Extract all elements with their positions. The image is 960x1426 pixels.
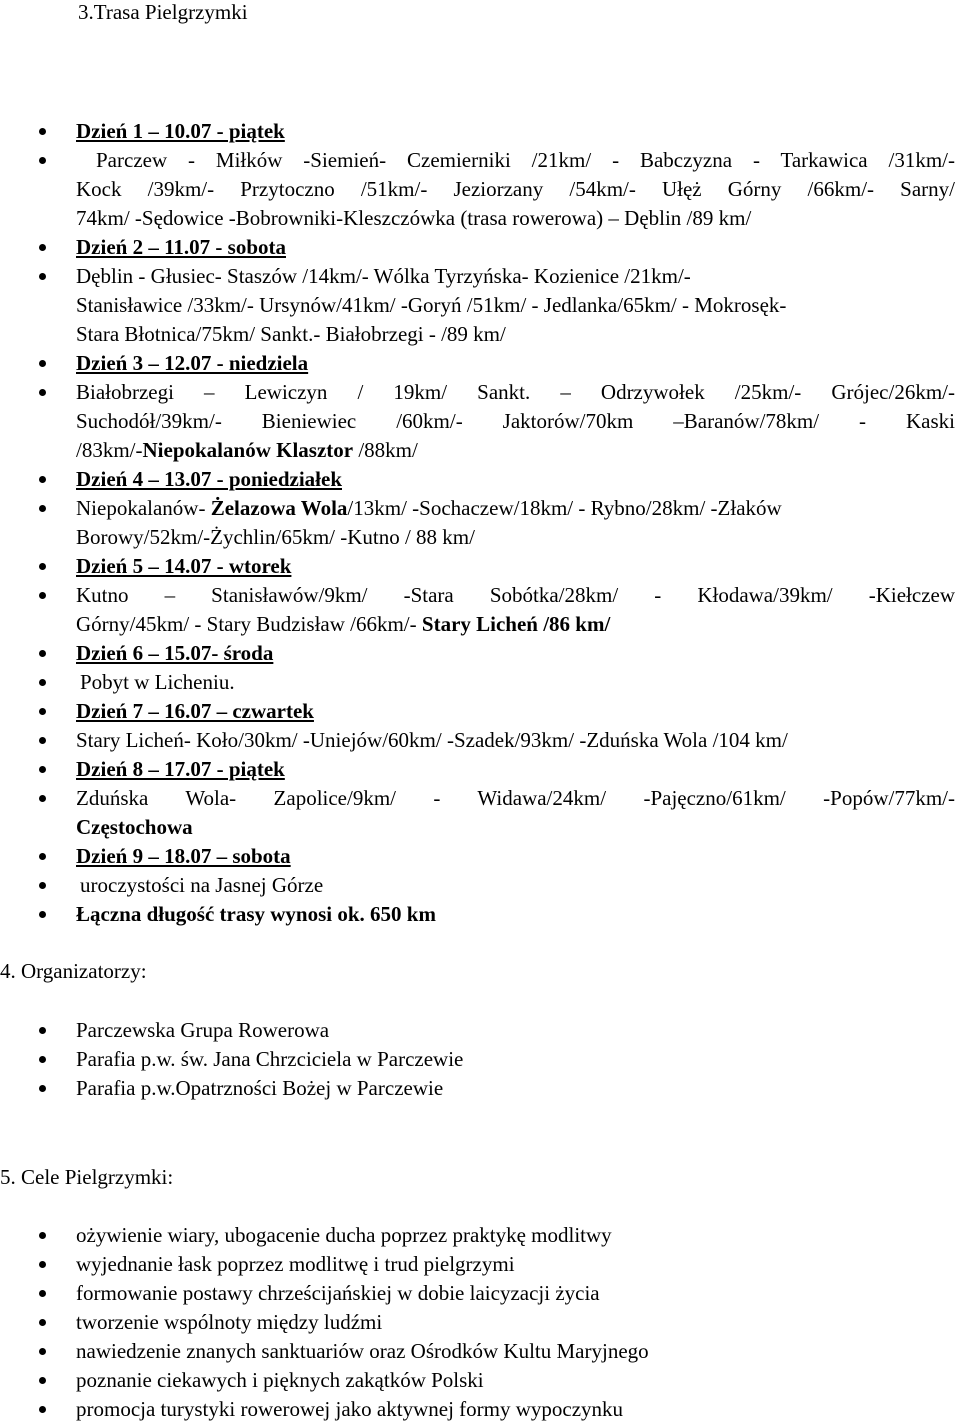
route-line: Kutno – Stanisławów/9km/ -Stara Sobótka/28km/ - Kłodawa/39km/ -Kiełczew (76, 583, 955, 607)
destination-name: Żelazowa Wola (210, 496, 348, 520)
day-8-title: Dzień 8 – 17.07 - piątek (0, 755, 955, 784)
section-heading-organizers: 4. Organizatorzy: (0, 959, 147, 983)
route-line: Parczew - Miłków -Siemień- Czemierniki /21km/ - Babczyzna - Tarkawica /31km/- (96, 148, 955, 172)
route-line: Dęblin - Głusiec- Staszów /14km/- Wólka Tyrzyńska- Kozienice /21km/- (76, 264, 691, 288)
list-item: Parafia p.w.Opatrzności Bożej w Parczewie (0, 1074, 955, 1103)
list-item: promocja turystyki rowerowej jako aktywnej formy wypoczynku (0, 1395, 955, 1424)
list-item: Parafia p.w. św. Jana Chrzciciela w Parczewie (0, 1045, 955, 1074)
day-4-title: Dzień 4 – 13.07 - poniedziałek (0, 465, 955, 494)
section-heading-goals: 5. Cele Pielgrzymki: (0, 1165, 174, 1189)
route-line: Zduńska Wola- Zapolice/9km/ - Widawa/24km/ -Pajęczno/61km/ -Popów/77km/- (76, 786, 955, 810)
day-3-title: Dzień 3 – 12.07 - niedziela (0, 349, 955, 378)
route-line: Górny/45km/ - Stary Budzisław /66km/- Stary Licheń /86 km/ (76, 612, 611, 636)
route-line: Stary Licheń- Koło/30km/ -Uniejów/60km/ -Szadek/93km/ -Zduńska Wola /104 km/ (76, 728, 788, 752)
route-list (0, 117, 955, 929)
route-line: Stanisławice /33km/- Ursynów/41km/ -Goryń /51km/ - Jedlanka/65km/ - Mokrosęk- (76, 293, 787, 317)
day-7-title: Dzień 7 – 16.07 – czwartek (0, 697, 955, 726)
route-line: Suchodół/39km/- Bieniewiec /60km/- Jaktorów/70km –Baranów/78km/ - Kaski (76, 409, 955, 433)
day-1-route (0, 146, 955, 233)
route-line: Stara Błotnica/75km/ Sankt.- Białobrzegi - /89 km/ (76, 322, 506, 346)
route-line: Niepokalanów- Żelazowa Wola/13km/ -Sochaczew/18km/ - Rybno/28km/ -Złaków (76, 496, 782, 520)
day-3-route (0, 378, 955, 465)
day-9-note: uroczystości na Jasnej Górze (0, 871, 955, 900)
destination-name: Częstochowa (76, 815, 193, 839)
day-2-route (0, 262, 955, 349)
day-2-title: Dzień 2 – 11.07 - sobota (0, 233, 955, 262)
day-6-title: Dzień 6 – 15.07- środa (0, 639, 955, 668)
organizers-list (0, 1016, 955, 1103)
list-item: poznanie ciekawych i pięknych zakątków Polski (0, 1366, 955, 1395)
day-7-route (0, 726, 955, 755)
day-8-route (0, 784, 955, 842)
day-5-route (0, 581, 955, 639)
goals-list (0, 1221, 955, 1424)
destination-name: Stary Licheń /86 km/ (421, 612, 611, 636)
list-item: ożywienie wiary, ubogacenie ducha poprzez praktykę modlitwy (0, 1221, 955, 1250)
route-line: /83km/-Niepokalanów Klasztor /88km/ (76, 438, 418, 462)
route-line: 74km/ -Sędowice -Bobrowniki-Kleszczówka (trasa rowerowa) – Dęblin /89 km/ (76, 206, 752, 230)
list-item: tworzenie wspólnoty między ludźmi (0, 1308, 955, 1337)
day-9-title: Dzień 9 – 18.07 – sobota (0, 842, 955, 871)
destination-name: Niepokalanów Klasztor (142, 438, 354, 462)
section-heading-route: 3.Trasa Pielgrzymki (78, 0, 248, 24)
route-line: Białobrzegi – Lewiczyn / 19km/ Sankt. – Odrzywołek /25km/- Grójec/26km/- (76, 380, 955, 404)
total-distance: Łączna długość trasy wynosi ok. 650 km (0, 900, 955, 929)
list-item: formowanie postawy chrześcijańskiej w dobie laicyzacji życia (0, 1279, 955, 1308)
route-line: Borowy/52km/-Żychlin/65km/ -Kutno / 88 km/ (76, 525, 475, 549)
list-item: wyjednanie łask poprzez modlitwę i trud pielgrzymi (0, 1250, 955, 1279)
day-4-route (0, 494, 955, 552)
route-line: Kock /39km/- Przytoczno /51km/- Jeziorzany /54km/- Ułęż Górny /66km/- Sarny/ (76, 177, 955, 201)
day-1-title: Dzień 1 – 10.07 - piątek (0, 117, 955, 146)
list-item: nawiedzenie znanych sanktuariów oraz Ośrodków Kultu Maryjnego (0, 1337, 955, 1366)
day-6-note: Pobyt w Licheniu. (0, 668, 955, 697)
day-5-title: Dzień 5 – 14.07 - wtorek (0, 552, 955, 581)
list-item: Parczewska Grupa Rowerowa (0, 1016, 955, 1045)
